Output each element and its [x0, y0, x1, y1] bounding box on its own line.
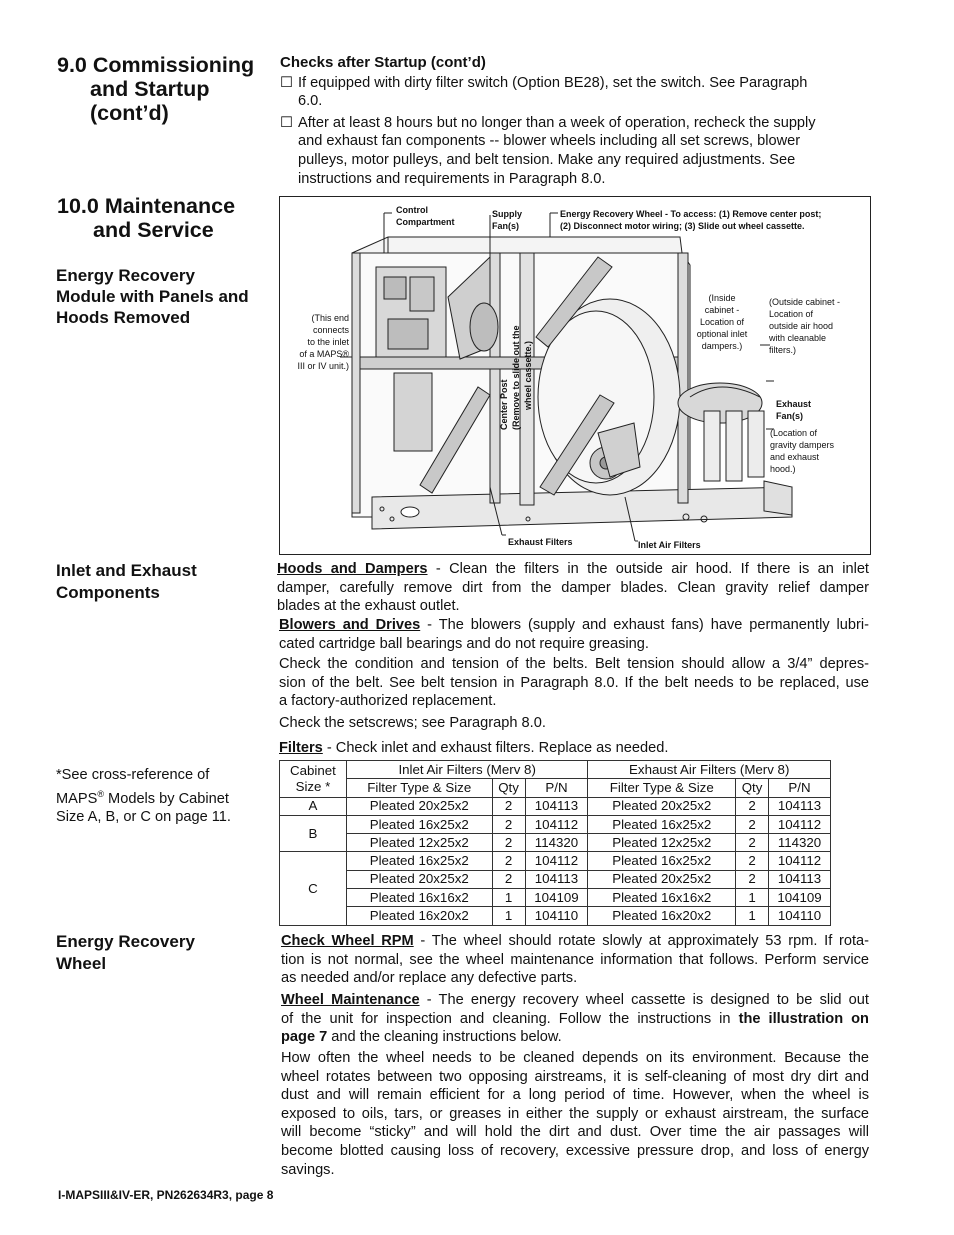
label-outside-cabinet-5: filters.) [769, 345, 796, 355]
table-cell: 2 [736, 815, 769, 833]
hoods-and-dampers-paragraph: Hoods and Dampers - Clean the filters in the outside air hood. If there is an inlet damper, carefully remove dirt from the damper blades. Clean gravity relief damper blades at the exhaust outlet. [277, 561, 869, 615]
table-cell: 104110 [769, 907, 831, 925]
table-cell: 2 [492, 852, 525, 870]
table-cell: 2 [492, 815, 525, 833]
table-cell: 114320 [769, 834, 831, 852]
table-row [280, 889, 831, 907]
header-exhaust-filters: Exhaust Air Filters (Merv 8) [588, 761, 831, 779]
checklist-item-recheck-fans: ☐ After at least 8 hours but no longer than a week of operation, recheck the supply and exhaust fan components -- blower wheels including all set screws, blower pulleys, motor pulleys, and belt tension. Make any required adjustments. See instructions and requirements in Paragraph 8.0. [280, 114, 816, 187]
label-energy-wheel-2: (2) Disconnect motor wiring; (3) Slide out wheel cassette. [560, 221, 805, 231]
label-inside-cabinet-5: dampers.) [701, 341, 743, 351]
label-inside-cabinet-1: (Inside [708, 293, 736, 303]
header-filter-type: Filter Type & Size [588, 779, 736, 797]
erm-figure-heading: Energy Recovery Module with Panels and Hoods Removed [56, 266, 249, 327]
table-cell: 104112 [769, 815, 831, 833]
table-cell: 2 [736, 870, 769, 888]
label-outside-cabinet-4: with cleanable [769, 333, 827, 343]
header-pn: P/N [769, 779, 831, 797]
label-center-post-2: (Remove to slide out the [511, 325, 521, 430]
table-cell: 104112 [525, 815, 588, 833]
header-inlet-filters: Inlet Air Filters (Merv 8) [346, 761, 588, 779]
table-cell: 104109 [769, 889, 831, 907]
table-cell: 2 [492, 797, 525, 815]
table-cell: 1 [736, 889, 769, 907]
illustration-reference: the illustration on [738, 1010, 869, 1027]
cabinet-size-cell: B [280, 815, 347, 852]
label-supply-fans-2: Fan(s) [492, 221, 519, 231]
label-exhaust-fans: Exhaust [776, 399, 812, 409]
label-this-end-2: connects [312, 325, 349, 335]
table-subheader-row [280, 779, 831, 797]
energy-recovery-module-figure [279, 196, 871, 555]
table-cell: Pleated 12x25x2 [588, 834, 736, 852]
table-cell: 2 [492, 870, 525, 888]
table-cell: 104112 [525, 852, 588, 870]
blowers-drives-paragraph: Blowers and Drives - The blowers (supply and exhaust fans) have permanently lubri- cated cartridge ball bearings and do not require greasing. [279, 617, 869, 652]
table-row [280, 852, 831, 870]
label-this-end-3: to the inlet [307, 337, 349, 347]
header-cabinet-size: Cabinet Size * [280, 761, 347, 798]
section-9-line3: (cont’d) [90, 101, 169, 125]
table-cell: Pleated 20x25x2 [588, 797, 736, 815]
label-supply-fans: Supply [492, 209, 523, 219]
label-center-post-3: wheel cassette.) [523, 340, 533, 410]
filters-paragraph: Filters - Check inlet and exhaust filters. Replace as needed. [279, 740, 669, 756]
label-this-end-5: III or IV unit.) [297, 361, 349, 371]
table-cell: 1 [736, 907, 769, 925]
label-gravity-dampers-1: (Location of [770, 428, 818, 438]
header-filter-type: Filter Type & Size [346, 779, 492, 797]
table-cell: 2 [736, 797, 769, 815]
table-cell: Pleated 16x20x2 [346, 907, 492, 925]
energy-wheel-heading: Energy Recovery Wheel [56, 932, 195, 973]
label-inside-cabinet-2: cabinet - [704, 305, 740, 315]
table-cell: Pleated 20x25x2 [588, 870, 736, 888]
section-10-line2: and Service [93, 218, 214, 242]
table-cell: 1 [492, 907, 525, 925]
section-9-heading [57, 53, 267, 125]
energy-recovery-module-illustration [280, 197, 870, 554]
table-cell: 114320 [525, 834, 588, 852]
table-cell: 104109 [525, 889, 588, 907]
header-qty: Qty [492, 779, 525, 797]
table-cell: Pleated 16x16x2 [346, 889, 492, 907]
table-cell: Pleated 16x25x2 [346, 852, 492, 870]
table-cell: Pleated 16x25x2 [588, 852, 736, 870]
table-cell: Pleated 16x20x2 [588, 907, 736, 925]
cabinet-size-cell: A [280, 797, 347, 815]
header-pn: P/N [525, 779, 588, 797]
table-row [280, 815, 831, 833]
table-cell: 104110 [525, 907, 588, 925]
table-cell: Pleated 16x25x2 [346, 815, 492, 833]
cabinet-size-cell: C [280, 852, 347, 925]
wheel-maintenance-paragraph: Wheel Maintenance - The energy recovery wheel cassette is designed to be slid out of the unit for inspection and cleaning. Follow the instructions in the illustration on page 7 and the cleaning instructions below. [281, 992, 869, 1046]
table-cell: Pleated 16x16x2 [588, 889, 736, 907]
checks-title: Checks after Startup (cont’d) [280, 54, 486, 71]
header-qty: Qty [736, 779, 769, 797]
label-control-compartment-2: Compartment [396, 217, 455, 227]
table-cell: 2 [736, 852, 769, 870]
inlet-exhaust-heading: Inlet and Exhaust Components [56, 561, 197, 602]
page-reference: page 7 [281, 1029, 328, 1046]
checkbox-icon: ☐ [280, 74, 294, 91]
label-outside-cabinet-2: Location of [769, 309, 814, 319]
table-cell: Pleated 16x25x2 [588, 815, 736, 833]
section-10-heading [57, 194, 267, 242]
label-control-compartment: Control [396, 205, 428, 215]
checkbox-icon: ☐ [280, 114, 294, 131]
label-energy-wheel: Energy Recovery Wheel - To access: (1) Remove center post; [560, 209, 822, 219]
cleaning-frequency-paragraph: How often the wheel needs to be cleaned depends on its environment. Because the wheel rotates between two opposing airstreams, it is self-cleaning of most dry dirt and dust and will remain efficient for a long period of time. However, when the wheel is exposed to oils, tars, or greases in either the supply or exhaust airstream, the surface will become “sticky” and will hold the dirt and dust. Over time the air passages will become blotted causing loss of recovery, excessive pressure drop, and loss of energy savings. [281, 1050, 869, 1178]
table-row [280, 834, 831, 852]
label-exhaust-filters: Exhaust Filters [508, 537, 573, 547]
label-gravity-dampers-3: and exhaust [770, 452, 820, 462]
table-cell: Pleated 20x25x2 [346, 870, 492, 888]
table-row [280, 907, 831, 925]
belts-paragraph: Check the condition and tension of the belts. Belt tension should allow a 3/4” depres- sion of the belt. See belt tension in Paragraph 8.0. If the belt needs to be replaced, use a factory-authorized replacement. [279, 656, 869, 710]
checks-after-startup [280, 54, 870, 188]
label-center-post: Center Post [499, 379, 509, 430]
label-outside-cabinet-3: outside air hood [769, 321, 834, 331]
filters-label: Filters [279, 740, 323, 756]
table-cell: 104113 [525, 870, 588, 888]
table-cell: Pleated 20x25x2 [346, 797, 492, 815]
hoods-dampers-label: Hoods and Dampers [277, 561, 428, 577]
checklist-item-filter-switch: ☐ If equipped with dirty filter switch (Option BE28), set the switch. See Paragraph 6.0. [280, 74, 808, 110]
label-this-end-1: (This end [311, 313, 349, 323]
section-9-line1: 9.0 Commissioning [57, 53, 255, 77]
table-row [280, 870, 831, 888]
label-inside-cabinet-4: optional inlet [696, 329, 748, 339]
check-wheel-rpm-label: Check Wheel RPM [281, 933, 414, 949]
setscrews-paragraph: Check the setscrews; see Paragraph 8.0. [279, 715, 546, 731]
table-cell: 104113 [525, 797, 588, 815]
table-cell: 1 [492, 889, 525, 907]
label-outside-cabinet-1: (Outside cabinet - [769, 297, 841, 307]
check-wheel-rpm-paragraph: Check Wheel RPM - The wheel should rotate slowly at approximately 53 rpm. If rota- tion is not normal, see the wheel maintenance information that follows. Perform service as needed and/or replace any defective parts. [281, 933, 869, 987]
label-inlet-air-filters: Inlet Air Filters [638, 540, 701, 550]
section-9-line2: and Startup [90, 77, 210, 101]
blowers-drives-label: Blowers and Drives [279, 617, 421, 633]
table-header-row [280, 761, 831, 779]
label-gravity-dampers-4: hood.) [770, 464, 796, 474]
label-exhaust-fans-2: Fan(s) [776, 411, 803, 421]
table-cell: 104113 [769, 797, 831, 815]
table-cell: 2 [736, 834, 769, 852]
cross-reference-note: *See cross-reference of MAPS® Models by Cabinet Size A, B, or C on page 11. [56, 767, 231, 826]
label-this-end-4: of a MAPS® [299, 349, 349, 359]
label-gravity-dampers-2: gravity dampers [770, 440, 835, 450]
table-cell: 104113 [769, 870, 831, 888]
label-inside-cabinet-3: Location of [699, 317, 745, 327]
filter-table [279, 760, 831, 926]
table-cell: 104112 [769, 852, 831, 870]
table-cell: Pleated 12x25x2 [346, 834, 492, 852]
wheel-maintenance-label: Wheel Maintenance [281, 992, 420, 1008]
table-cell: 2 [492, 834, 525, 852]
page-footer: I-MAPSIII&IV-ER, PN262634R3, page 8 [58, 1188, 274, 1202]
section-10-line1: 10.0 Maintenance [57, 194, 236, 218]
table-row [280, 797, 831, 815]
